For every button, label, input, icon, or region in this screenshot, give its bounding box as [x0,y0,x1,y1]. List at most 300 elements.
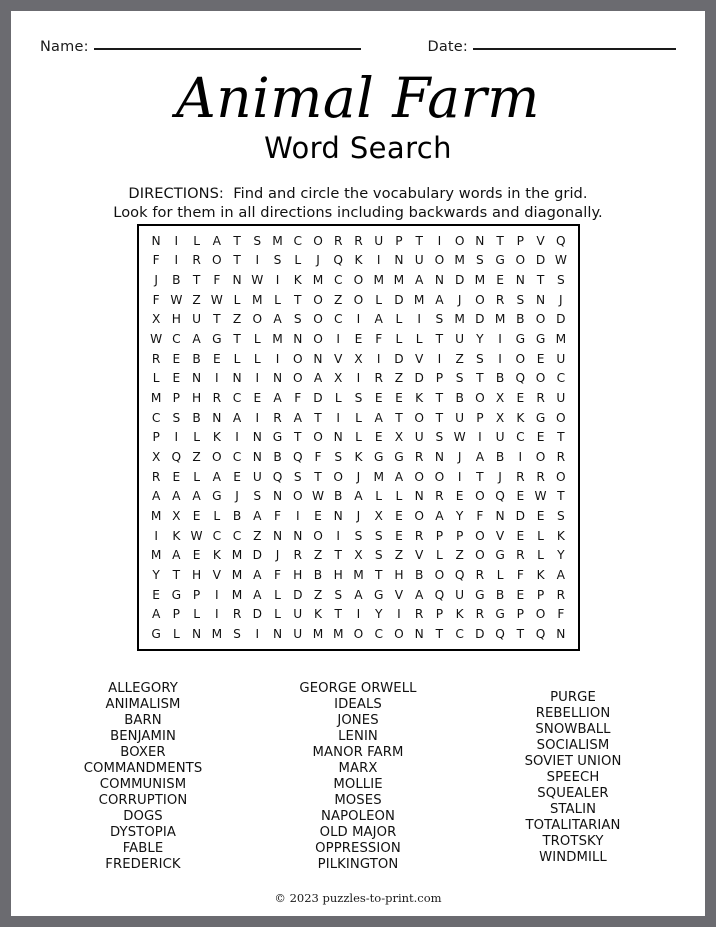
grid-cell[interactable]: P [516,233,525,248]
grid-cell[interactable]: I [255,626,260,641]
grid-cell[interactable]: R [516,469,525,484]
grid-cell[interactable]: U [414,253,424,268]
word-list-item[interactable]: JONES [337,713,379,729]
grid-cell[interactable]: S [273,253,282,268]
grid-cell[interactable]: N [272,489,283,504]
grid-cell[interactable]: T [192,273,201,288]
grid-cell[interactable]: W [311,489,325,504]
grid-cell[interactable]: Z [192,292,201,307]
grid-cell[interactable]: M [454,253,465,268]
grid-cell[interactable]: Z [253,528,262,543]
grid-cell[interactable]: Y [374,607,383,622]
grid-cell[interactable]: O [475,528,485,543]
grid-cell[interactable]: C [232,390,242,405]
grid-cell[interactable]: Q [495,489,505,504]
grid-cell[interactable]: N [232,273,242,288]
grid-cell[interactable]: L [415,332,423,346]
grid-cell[interactable]: B [495,371,505,386]
grid-cell[interactable]: L [193,233,200,248]
grid-cell[interactable]: L [274,607,281,622]
grid-cell[interactable]: D [414,371,424,386]
grid-cell[interactable]: C [374,626,383,641]
grid-cell[interactable]: K [415,390,424,405]
grid-cell[interactable]: A [273,312,282,327]
grid-cell[interactable]: X [172,508,181,523]
grid-cell[interactable]: L [355,410,362,425]
grid-cell[interactable]: X [495,410,505,425]
grid-cell[interactable]: I [255,371,260,386]
word-list-item[interactable]: CORRUPTION [98,793,188,809]
grid-cell[interactable]: G [475,587,485,602]
grid-cell[interactable]: I [235,430,239,445]
grid-cell[interactable]: N [192,371,202,386]
word-list-item[interactable]: ALLEGORY [108,681,178,696]
word-list-item[interactable]: MARX [338,761,378,777]
grid-cell[interactable]: R [273,410,282,425]
grid-cell[interactable]: T [435,410,444,425]
word-list-item[interactable]: TOTALITARIAN [525,818,621,834]
grid-cell[interactable]: O [292,489,303,504]
grid-cell[interactable]: O [353,626,364,641]
grid-cell[interactable]: C [212,528,222,543]
grid-cell[interactable]: F [476,508,484,523]
grid-cell[interactable]: M [252,292,263,307]
grid-cell[interactable]: T [233,332,241,346]
grid-cell[interactable]: A [253,508,262,523]
grid-cell[interactable]: D [252,548,262,563]
grid-cell[interactable]: N [252,449,262,464]
grid-cell[interactable]: E [172,371,181,386]
grid-cell[interactable]: O [252,312,263,327]
grid-cell[interactable]: O [475,548,485,563]
grid-cell[interactable]: Z [334,292,343,307]
grid-cell[interactable]: F [213,273,221,288]
grid-cell[interactable]: U [192,312,202,327]
grid-cell[interactable]: B [313,567,323,582]
grid-cell[interactable]: F [152,253,160,268]
grid-cell[interactable]: I [174,253,179,268]
grid-cell[interactable]: E [395,508,403,523]
grid-cell[interactable]: V [334,351,343,366]
grid-cell[interactable]: P [435,528,444,543]
grid-cell[interactable]: O [212,449,222,464]
grid-cell[interactable]: L [193,430,200,445]
grid-cell[interactable]: O [454,233,465,248]
grid-cell[interactable]: E [455,489,464,504]
grid-cell[interactable]: G [373,587,384,602]
word-list-item[interactable]: FABLE [122,841,164,857]
grid-cell[interactable]: J [275,548,280,563]
grid-cell[interactable]: X [151,449,161,464]
grid-cell[interactable]: L [375,489,383,504]
grid-cell[interactable]: X [334,371,343,386]
grid-cell[interactable]: M [312,626,324,641]
grid-cell[interactable]: O [313,528,323,543]
grid-cell[interactable]: K [172,528,181,543]
grid-cell[interactable]: S [253,233,262,248]
grid-cell[interactable]: A [435,292,444,307]
grid-cell[interactable]: I [174,233,179,248]
grid-cell[interactable]: L [253,332,261,346]
grid-cell[interactable]: J [457,449,462,464]
grid-cell[interactable]: O [475,292,485,307]
grid-cell[interactable]: U [293,607,303,622]
grid-cell[interactable]: P [172,390,181,405]
grid-cell[interactable]: I [457,469,462,484]
grid-cell[interactable]: V [212,567,221,582]
grid-cell[interactable]: U [495,430,505,445]
grid-cell[interactable]: E [395,390,403,405]
grid-cell[interactable]: N [151,233,161,248]
grid-cell[interactable]: T [476,371,484,386]
grid-cell[interactable]: U [252,469,262,484]
grid-cell[interactable]: R [435,489,444,504]
grid-cell[interactable]: I [376,351,381,366]
grid-cell[interactable]: M [231,567,243,582]
grid-cell[interactable]: A [475,449,485,464]
grid-cell[interactable]: M [231,587,243,602]
grid-cell[interactable]: S [334,449,343,464]
grid-cell[interactable]: N [232,371,242,386]
grid-cell[interactable]: I [275,273,280,288]
grid-cell[interactable]: C [232,528,242,543]
grid-cell[interactable]: O [556,410,566,425]
grid-cell[interactable]: M [555,332,567,346]
grid-cell[interactable]: T [516,626,525,641]
grid-cell[interactable]: M [474,273,486,288]
grid-cell[interactable]: K [455,607,464,622]
grid-cell[interactable]: D [535,253,546,268]
grid-cell[interactable]: A [212,469,221,484]
grid-cell[interactable]: I [376,253,381,268]
grid-cell[interactable]: D [454,273,465,288]
grid-cell[interactable]: T [435,626,444,641]
word-list-item[interactable]: SQUEALER [537,786,609,802]
grid-cell[interactable]: D [475,312,485,327]
grid-cell[interactable]: Z [313,548,323,563]
grid-cell[interactable]: R [475,607,485,622]
grid-cell[interactable]: D [293,587,303,602]
grid-cell[interactable]: E [395,528,403,543]
word-list-item[interactable]: NAPOLEON [321,809,395,825]
grid-cell[interactable]: O [556,469,566,484]
grid-cell[interactable]: R [293,548,302,563]
grid-cell[interactable]: M [373,273,384,288]
word-search-grid[interactable] [137,224,580,651]
grid-cell[interactable]: A [556,567,566,582]
grid-cell[interactable]: I [356,607,361,622]
word-list-item[interactable]: FREDERICK [105,857,181,873]
grid-cell[interactable]: E [516,587,525,602]
grid-cell[interactable]: E [253,390,262,405]
grid-cell[interactable]: W [210,292,223,307]
grid-cell[interactable]: V [414,548,424,563]
grid-cell[interactable]: L [355,430,362,445]
grid-cell[interactable]: R [536,390,545,405]
grid-cell[interactable]: L [233,292,241,307]
grid-cell[interactable]: E [516,390,525,405]
grid-cell[interactable]: P [395,233,403,248]
grid-cell[interactable]: K [212,548,221,563]
grid-cell[interactable]: N [556,626,566,641]
grid-cell[interactable]: E [172,469,181,484]
grid-cell[interactable]: H [192,567,202,582]
grid-cell[interactable]: N [414,489,424,504]
grid-cell[interactable]: G [212,489,222,504]
grid-cell[interactable]: S [435,312,444,327]
grid-cell[interactable]: T [294,430,302,445]
grid-cell[interactable]: M [332,626,344,641]
grid-cell[interactable]: W [534,489,547,504]
grid-cell[interactable]: T [496,233,504,248]
grid-cell[interactable]: T [172,567,181,582]
grid-cell[interactable]: T [415,233,423,248]
grid-cell[interactable]: K [536,567,545,582]
grid-cell[interactable]: Y [557,548,565,563]
grid-cell[interactable]: T [233,233,241,248]
grid-cell[interactable]: A [172,489,181,504]
grid-cell[interactable]: D [515,508,526,523]
grid-cell[interactable]: T [435,390,444,405]
grid-cell[interactable]: R [333,233,343,248]
grid-cell[interactable]: M [393,273,405,288]
grid-cell[interactable]: O [475,489,485,504]
grid-cell[interactable]: Z [394,371,404,386]
grid-cell[interactable]: O [434,469,445,484]
grid-cell[interactable]: L [274,292,281,307]
grid-cell[interactable]: B [273,449,282,464]
grid-cell[interactable]: A [414,273,424,288]
grid-cell[interactable]: N [272,371,283,386]
grid-cell[interactable]: N [293,332,303,346]
word-list-item[interactable]: COMMANDMENTS [83,761,203,777]
grid-cell[interactable]: V [414,351,424,366]
grid-cell[interactable]: S [354,390,363,405]
grid-cell[interactable]: S [374,548,383,563]
grid-cell[interactable]: O [434,253,445,268]
grid-cell[interactable]: O [535,312,546,327]
grid-cell[interactable]: P [435,371,444,386]
grid-cell[interactable]: N [536,292,546,307]
grid-cell[interactable]: I [498,332,502,346]
grid-cell[interactable]: A [435,508,444,523]
grid-cell[interactable]: O [353,292,364,307]
grid-cell[interactable]: E [172,351,181,366]
grid-cell[interactable]: G [151,626,161,641]
grid-cell[interactable]: L [152,371,160,386]
grid-cell[interactable]: G [515,332,526,346]
grid-cell[interactable]: E [374,390,383,405]
grid-cell[interactable]: D [394,292,404,307]
grid-cell[interactable]: I [154,528,158,543]
grid-cell[interactable]: E [536,351,545,366]
grid-cell[interactable]: K [516,410,525,425]
word-list-item[interactable]: COMMUNISM [99,777,187,793]
grid-cell[interactable]: R [354,233,363,248]
grid-cell[interactable]: O [292,371,303,386]
grid-cell[interactable]: K [212,430,221,445]
grid-cell[interactable]: M [353,567,364,582]
grid-cell[interactable]: H [394,567,404,582]
grid-cell[interactable]: G [373,449,384,464]
grid-cell[interactable]: W [170,292,183,307]
grid-cell[interactable]: G [272,430,283,445]
grid-cell[interactable]: L [213,508,221,523]
grid-cell[interactable]: H [333,567,343,582]
grid-cell[interactable]: O [333,469,344,484]
grid-cell[interactable]: T [294,292,302,307]
grid-cell[interactable]: C [516,430,525,445]
grid-cell[interactable]: X [374,508,383,523]
grid-cell[interactable]: R [556,449,566,464]
grid-cell[interactable]: S [475,253,484,268]
grid-cell[interactable]: V [536,233,545,248]
word-list-item[interactable]: SOCIALISM [536,738,610,754]
grid-cell[interactable]: N [434,449,444,464]
grid-cell[interactable]: Z [455,548,464,563]
grid-cell[interactable]: R [232,607,242,622]
grid-cell[interactable]: C [172,332,181,346]
grid-cell[interactable]: V [394,587,404,602]
grid-cell[interactable]: A [232,410,242,425]
grid-cell[interactable]: E [354,332,363,346]
grid-cell[interactable]: X [394,430,404,445]
grid-cell[interactable]: T [314,410,322,425]
grid-cell[interactable]: X [354,548,363,563]
grid-cell[interactable]: F [314,449,322,464]
word-list-item[interactable]: DOGS [123,809,163,825]
word-list-item[interactable]: DYSTOPIA [110,825,176,841]
grid-cell[interactable]: P [435,607,444,622]
word-list-item[interactable]: PURGE [550,690,596,705]
grid-cell[interactable]: B [192,410,201,425]
grid-cell[interactable]: K [293,273,302,288]
grid-cell[interactable]: I [437,233,442,248]
grid-cell[interactable]: W [251,273,264,288]
grid-cell[interactable]: T [374,567,383,582]
grid-cell[interactable]: L [436,548,443,563]
grid-cell[interactable]: K [354,253,363,268]
grid-cell[interactable]: N [313,351,323,366]
grid-cell[interactable]: A [374,312,383,327]
grid-cell[interactable]: U [414,430,424,445]
grid-cell[interactable]: L [193,469,200,484]
name-write-line[interactable] [94,47,361,50]
grid-cell[interactable]: P [172,607,181,622]
grid-cell[interactable]: R [475,567,485,582]
grid-cell[interactable]: K [354,449,363,464]
grid-cell[interactable]: H [293,567,303,582]
grid-cell[interactable]: E [192,548,201,563]
word-list-item[interactable]: SPEECH [546,770,600,786]
grid-cell[interactable]: L [395,312,403,327]
grid-cell[interactable]: T [314,469,322,484]
grid-cell[interactable]: N [212,410,222,425]
grid-cell[interactable]: E [192,508,201,523]
grid-cell[interactable]: I [478,430,482,445]
grid-cell[interactable]: R [414,607,424,622]
grid-cell[interactable]: N [252,430,262,445]
grid-cell[interactable]: I [215,607,219,622]
grid-cell[interactable]: B [495,449,505,464]
grid-cell[interactable]: I [295,508,300,523]
grid-cell[interactable]: K [556,528,565,543]
grid-cell[interactable]: Q [333,253,344,268]
grid-cell[interactable]: A [394,469,404,484]
grid-cell[interactable]: J [235,489,239,504]
grid-cell[interactable]: S [516,292,525,307]
grid-cell[interactable]: O [313,312,323,327]
grid-cell[interactable]: E [152,587,160,602]
grid-cell[interactable]: I [498,351,502,366]
grid-cell[interactable]: G [535,410,546,425]
grid-cell[interactable]: X [151,312,161,327]
grid-cell[interactable]: R [374,371,383,386]
grid-cell[interactable]: I [437,351,442,366]
grid-cell[interactable]: M [454,312,465,327]
grid-cell[interactable]: E [314,508,322,523]
grid-cell[interactable]: A [313,371,323,386]
grid-cell[interactable]: I [417,312,421,327]
grid-cell[interactable]: X [495,390,505,405]
grid-cell[interactable]: E [212,351,221,366]
grid-cell[interactable]: B [172,273,181,288]
grid-cell[interactable]: A [293,410,302,425]
grid-cell[interactable]: M [211,626,223,641]
word-list-item[interactable]: REBELLION [535,706,611,722]
grid-cell[interactable]: I [275,351,280,366]
word-list-item[interactable]: MANOR FARM [312,745,404,761]
grid-cell[interactable]: I [174,430,179,445]
grid-cell[interactable]: Q [535,626,546,641]
grid-cell[interactable]: I [336,332,341,346]
word-list-item[interactable]: ANIMALISM [105,697,181,713]
grid-cell[interactable]: C [151,410,161,425]
grid-cell[interactable]: M [373,469,384,484]
grid-cell[interactable]: R [414,528,424,543]
word-list-item[interactable]: LENIN [338,729,378,745]
grid-cell[interactable]: Z [313,587,323,602]
grid-cell[interactable]: P [516,607,525,622]
grid-cell[interactable]: G [394,449,404,464]
grid-cell[interactable]: Q [454,567,465,582]
grid-cell[interactable]: S [374,528,383,543]
grid-cell[interactable]: W [453,430,466,445]
grid-cell[interactable]: B [192,351,201,366]
grid-cell[interactable]: O [353,273,364,288]
grid-cell[interactable]: M [272,233,283,248]
grid-cell[interactable]: U [293,626,303,641]
grid-cell[interactable]: E [516,528,525,543]
grid-cell[interactable]: A [374,410,383,425]
grid-cell[interactable]: B [495,587,505,602]
grid-cell[interactable]: P [476,410,484,425]
grid-cell[interactable]: F [557,607,565,622]
grid-cell[interactable]: C [556,371,566,386]
grid-cell[interactable]: Z [232,312,242,327]
grid-cell[interactable]: Q [434,587,445,602]
grid-cell[interactable]: U [455,410,465,425]
grid-cell[interactable]: R [192,253,201,268]
grid-cell[interactable]: F [516,567,524,582]
grid-cell[interactable]: T [334,548,342,563]
grid-cell[interactable]: T [213,312,221,327]
word-list-item[interactable]: STALIN [549,802,597,818]
grid-cell[interactable]: A [273,390,282,405]
grid-cell[interactable]: L [274,587,281,602]
grid-cell[interactable]: R [516,548,525,563]
grid-cell[interactable]: G [495,253,505,268]
